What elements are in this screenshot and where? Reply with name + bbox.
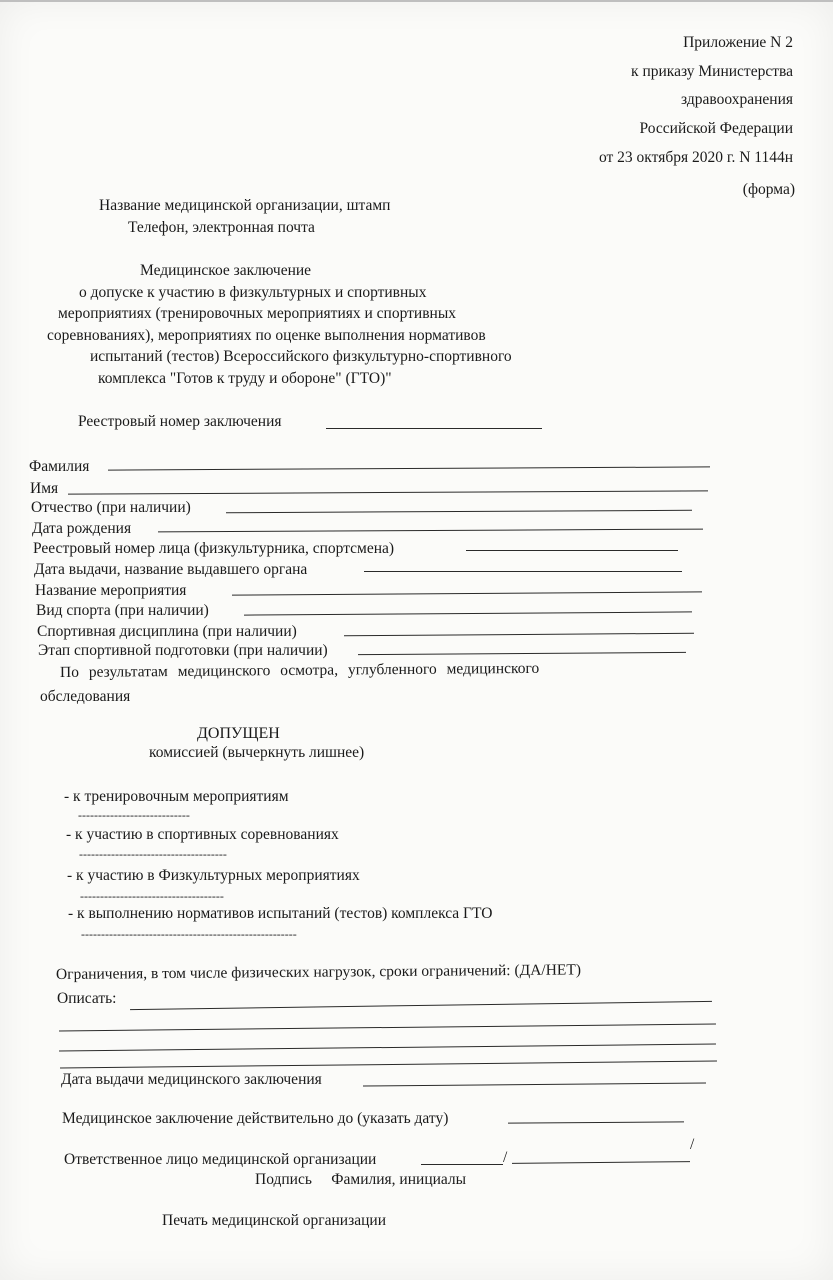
sport-input-line[interactable] [244,611,692,615]
field-name: Имя [30,480,59,497]
option-sport-events-dashes: ------------------------------------ [80,889,224,903]
option-competitions[interactable]: - к участию в спортивных соревнованиях [66,826,339,843]
federation-line: Российской Федерации [639,120,793,137]
form-label: (форма) [742,181,795,198]
discipline-input-line[interactable] [344,633,694,636]
option-sport-events[interactable]: - к участию в Физкультурных мероприятиях [67,867,360,884]
signature-slash: / [503,1149,508,1166]
training-stage-input-line[interactable] [358,652,686,655]
field-training-stage: Этап спортивной подготовки (при наличии) [38,642,328,659]
stamp-label: Печать медицинской организации [162,1212,386,1229]
signature-caption: Подпись Фамилия, инициалы [255,1171,467,1188]
doc-title-line2: о допуске к участию в физкультурных и спортивных [79,284,427,301]
page-top-edge [0,0,833,2]
doc-title-line5: испытаний (тестов) Всероссийского физкультурно-спортивного [90,348,512,365]
surname-input-line[interactable] [108,466,710,470]
option-training[interactable]: - к тренировочным мероприятиям [64,788,289,805]
describe-input-line-3[interactable] [59,1044,716,1052]
field-surname: Фамилия [29,458,90,475]
option-competitions-dashes: ------------------------------------- [79,847,227,861]
order-date: от 23 октября 2020 г. N 1144н [598,149,793,166]
valid-until-input-line[interactable] [508,1121,684,1123]
responsible-label: Ответственное лицо медицинской организации [64,1151,377,1168]
results-text: По результатам медицинского осмотра, углубленного медицинского [59,659,540,681]
appendix-number: Приложение N 2 [683,34,793,51]
registry-input-line[interactable] [326,428,542,429]
initials-input-line[interactable] [512,1161,690,1164]
doc-title-line4: соревнованиях), мероприятиях по оценке выполнения нормативов [47,327,486,344]
field-issue-info: Дата выдачи, название выдавшего органа [34,561,308,578]
doc-title-line6: комплекса "Готов к труду и обороне" (ГТО)" [98,370,392,387]
field-person-registry: Реестровый номер лица (физкультурника, спортсмена) [33,540,395,557]
org-contacts-label: Телефон, электронная почта [128,219,315,236]
patronymic-input-line[interactable] [226,510,692,513]
org-name-label: Название медицинской организации, штамп [99,197,391,214]
issue-date-label: Дата выдачи медицинского заключения [61,1071,322,1088]
field-event-name: Название мероприятия [35,582,187,599]
option-gto[interactable]: - к выполнению нормативов испытаний (тестов) комплекса ГТО [68,905,493,922]
signature-input-line[interactable] [421,1164,503,1165]
describe-input-line-1[interactable] [130,1001,712,1010]
doc-title: Медицинское заключение [140,262,312,279]
doc-title-line3: мероприятиях (тренировочных мероприятиях и спортивных [58,305,456,322]
restrictions-label: Ограничения, в том числе физических нагрузок, сроки ограничений: (ДА/НЕТ) [55,961,582,983]
admitted-note: комиссией (вычеркнуть лишнее) [149,744,365,761]
option-gto-dashes: ------------------------------------------------------ [81,927,297,941]
registry-label: Реестровый номер заключения [78,413,282,430]
option-training-dashes: ---------------------------- [78,808,190,822]
field-birthdate: Дата рождения [32,520,132,537]
results-text-cont: обследования [40,688,131,705]
event-name-input-line[interactable] [232,591,702,595]
birthdate-input-line[interactable] [158,529,703,533]
order-ref: к приказу Министерства [631,63,793,80]
field-patronymic: Отчество (при наличии) [31,499,191,516]
initials-slash: / [690,1136,695,1153]
issue-date-input-line[interactable] [363,1083,706,1087]
issue-info-input-line[interactable] [364,571,682,572]
admitted-word: ДОПУЩЕН [197,725,280,742]
person-registry-input-line[interactable] [466,550,678,551]
valid-until-label: Медицинское заключение действительно до (указать дату) [62,1110,449,1127]
describe-label: Описать: [57,990,117,1007]
describe-input-line-2[interactable] [59,1024,716,1032]
field-discipline: Спортивная дисциплина (при наличии) [37,623,297,640]
field-sport: Вид спорта (при наличии) [36,602,209,619]
describe-input-line-4[interactable] [60,1061,717,1069]
ministry-line: здравоохранения [681,91,793,108]
name-input-line[interactable] [68,490,708,494]
